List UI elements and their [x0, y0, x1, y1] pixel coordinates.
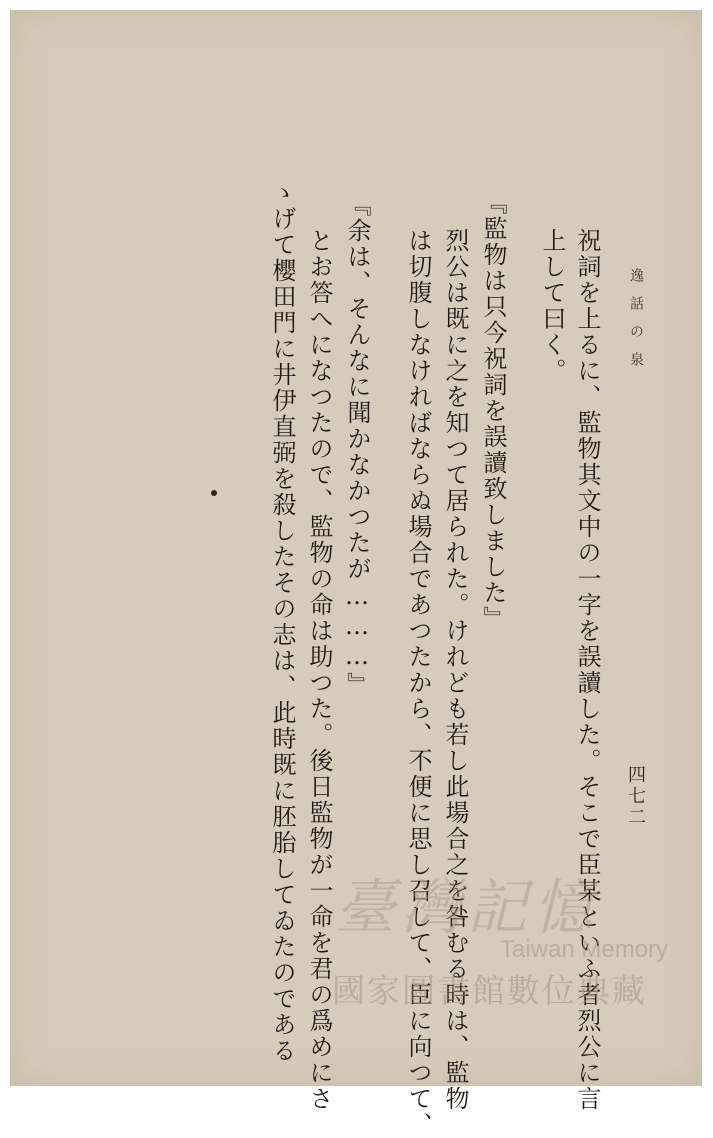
watermark-logo: 臺灣記憶	[335, 873, 599, 943]
page-number: 四七二	[625, 765, 646, 828]
text-column-7: とお答へになつたので、監物の命は助つた。後日監物が一命を君の爲めにさ	[305, 228, 333, 1112]
text-column-3: 『監物は只今祝詞を誤讀致しました』	[479, 190, 507, 632]
text-column-8: ゝげて櫻田門に井伊直弼を殺したその志は、此時既に胚胎してゐたのである	[268, 180, 296, 1064]
ink-spot	[211, 490, 217, 496]
text-column-5: は切腹しなければならぬ場合であつたから、不便に思し召して、臣に向つて、	[404, 228, 432, 1138]
text-column-2: 上して曰く。	[538, 228, 566, 384]
watermark-chinese: 國家圖書館數位典藏	[332, 971, 647, 1010]
text-column-4: 烈公は既に之を知つて居られた。けれども若し此場合之を咎むる時は、監物	[441, 228, 469, 1112]
watermark-english: Taiwan Memory	[500, 936, 669, 963]
text-column-6: 『余は、そんなに聞かなかつたが………』	[343, 192, 371, 698]
text-column-1: 祝詞を上るに、監物其文中の一字を誤讀した。そこで臣某といふ者烈公に言	[573, 228, 601, 1112]
book-page	[10, 10, 702, 1138]
running-title: 逸話の泉	[628, 268, 644, 380]
